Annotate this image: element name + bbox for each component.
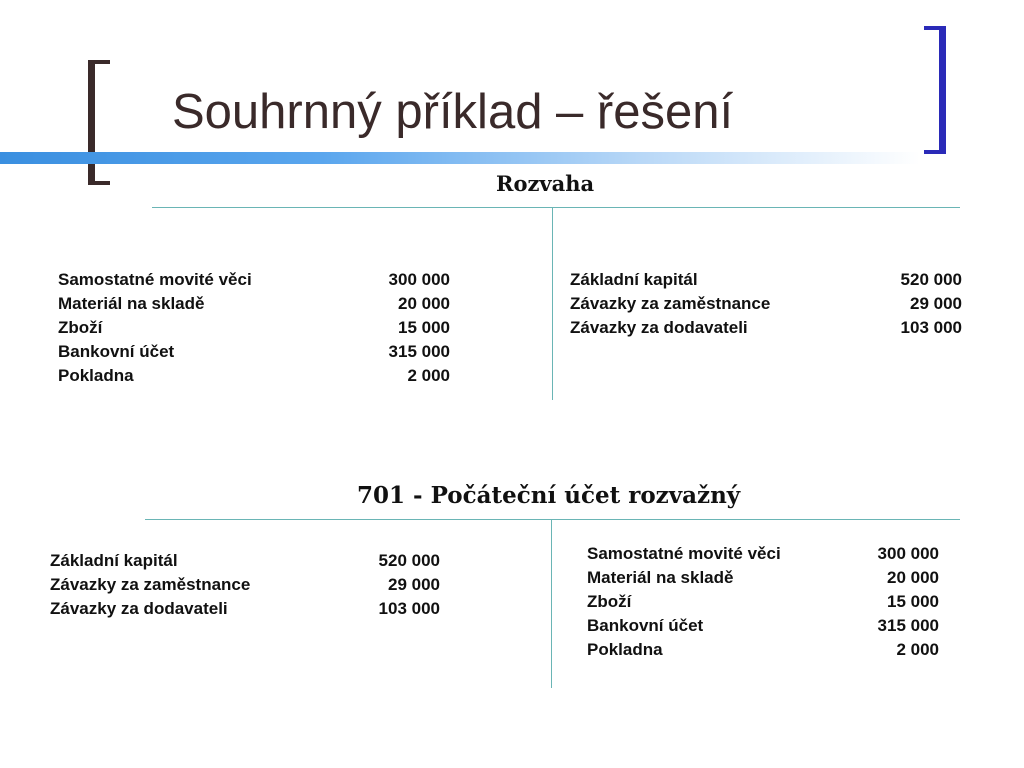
list-item: Bankovní účet 315 000	[587, 616, 939, 635]
slide-title: Souhrnný příklad – řešení	[172, 85, 734, 139]
left-bracket-decoration	[88, 60, 110, 185]
list-item: Závazky za zaměstnance 29 000	[50, 575, 440, 594]
list-item: Závazky za zaměstnance 29 000	[570, 294, 962, 313]
ucet-horizontal-line	[145, 519, 960, 520]
ucet-right-list	[587, 542, 939, 662]
rozvaha-right-list	[570, 268, 962, 340]
list-item: Základní kapitál 520 000	[570, 270, 962, 289]
list-item: Základní kapitál 520 000	[50, 551, 440, 570]
list-item: Samostatné movité věci 300 000	[587, 544, 939, 563]
ucet-left-list	[50, 549, 440, 621]
list-item: Pokladna 2 000	[587, 640, 939, 659]
list-item: Závazky za dodavateli 103 000	[570, 318, 962, 337]
rozvaha-left-list	[58, 268, 450, 388]
rozvaha-vertical-line	[552, 207, 553, 400]
rozvaha-horizontal-line	[152, 207, 960, 208]
list-item: Závazky za dodavateli 103 000	[50, 599, 440, 618]
list-item: Zboží 15 000	[58, 318, 450, 337]
list-item: Bankovní účet 315 000	[58, 342, 450, 361]
right-bracket-decoration	[924, 26, 946, 154]
list-item: Materiál na skladě 20 000	[58, 294, 450, 313]
list-item: Materiál na skladě 20 000	[587, 568, 939, 587]
ucet-title: 701 - Počáteční účet rozvažný	[357, 482, 741, 509]
list-item: Samostatné movité věci 300 000	[58, 270, 450, 289]
rozvaha-title: Rozvaha	[496, 171, 595, 196]
ucet-vertical-line	[551, 519, 552, 688]
list-item: Zboží 15 000	[587, 592, 939, 611]
title-gradient-band	[0, 152, 920, 164]
list-item: Pokladna 2 000	[58, 366, 450, 385]
